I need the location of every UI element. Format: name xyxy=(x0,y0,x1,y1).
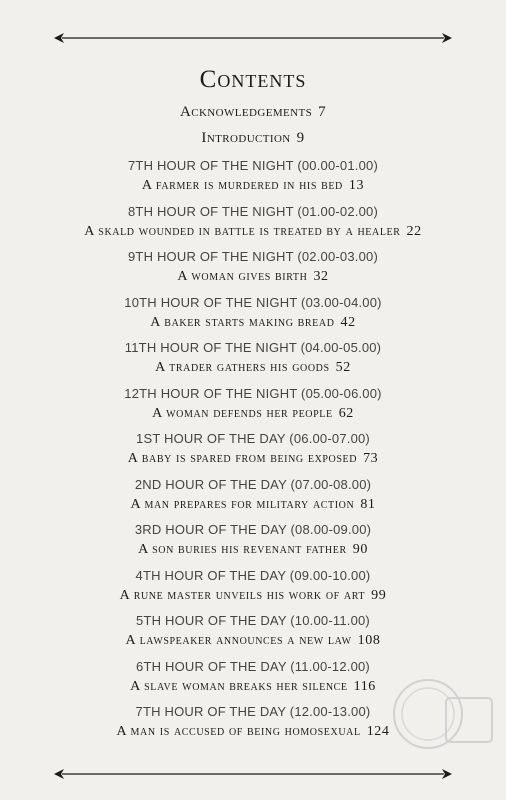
chapter-title: A baker starts making bread xyxy=(150,315,335,330)
page-number: 73 xyxy=(363,451,379,466)
page-number: 90 xyxy=(352,542,368,557)
chapter-entry xyxy=(0,269,506,285)
front-matter-introduction xyxy=(0,130,506,147)
chapter-title: A man prepares for military action xyxy=(130,497,355,512)
hour-heading: 12TH HOUR OF THE NIGHT (05.00-06.00) xyxy=(124,386,382,401)
page-number: 9 xyxy=(296,130,305,146)
page-number: 42 xyxy=(340,315,356,330)
front-matter-label: Introduction xyxy=(201,130,291,146)
hour-heading: 3RD HOUR OF THE DAY (08.00-09.00) xyxy=(134,522,372,537)
hour-heading: 11TH HOUR OF THE NIGHT (04.00-05.00) xyxy=(124,340,382,355)
chapter-title: A lawspeaker announces a new law xyxy=(125,633,352,648)
front-matter-label: Acknowledgements xyxy=(179,104,313,120)
chapter-title: A man is accused of being homosexual xyxy=(116,724,361,739)
page-number: 62 xyxy=(338,406,354,421)
chapter-title: A son buries his revenant father xyxy=(138,542,347,557)
chapter-title: A woman defends her people xyxy=(152,406,333,421)
chapter-title: A slave woman breaks her silence xyxy=(130,679,348,694)
page-title: Contents xyxy=(199,66,307,93)
page-number: 7 xyxy=(318,104,326,120)
chapter-entry xyxy=(0,360,506,376)
watermark-stamp xyxy=(388,668,496,768)
chapter-entry xyxy=(0,451,506,467)
chapter-title: A trader gathers his goods xyxy=(155,360,330,375)
page-number: 124 xyxy=(366,724,390,739)
chapter-title: A baby is spared from being exposed xyxy=(127,451,358,466)
hour-heading: 6TH HOUR OF THE DAY (11.00-12.00) xyxy=(136,659,370,674)
page-number: 116 xyxy=(353,679,376,694)
top-ornamental-rule xyxy=(54,32,452,44)
hour-heading: 7TH HOUR OF THE DAY (12.00-13.00) xyxy=(135,704,371,719)
chapter-title: A skald wounded in battle is treated by a healer xyxy=(84,224,401,239)
chapter-entry xyxy=(0,224,506,240)
page-number: 108 xyxy=(357,633,381,648)
chapter-entry xyxy=(0,633,506,649)
chapter-entry xyxy=(0,542,506,558)
hour-heading: 10TH HOUR OF THE NIGHT (03.00-04.00) xyxy=(124,295,382,310)
chapter-entry xyxy=(0,588,506,604)
chapter-entry xyxy=(0,497,506,513)
hour-heading: 9TH HOUR OF THE NIGHT (02.00-03.00) xyxy=(128,249,378,264)
hour-heading: 1ST HOUR OF THE DAY (06.00-07.00) xyxy=(136,431,370,446)
page-number: 52 xyxy=(335,360,351,375)
hour-heading: 2ND HOUR OF THE DAY (07.00-08.00) xyxy=(134,477,372,492)
front-matter-acknowledgements xyxy=(0,104,506,121)
chapter-title: A rune master unveils his work of art xyxy=(119,588,366,603)
page-number: 81 xyxy=(360,497,376,512)
hour-heading: 4TH HOUR OF THE DAY (09.00-10.00) xyxy=(135,568,371,583)
chapter-title: A farmer is murdered in his bed xyxy=(141,178,343,193)
page-number: 22 xyxy=(406,224,422,239)
chapter-entry xyxy=(0,406,506,422)
page-number: 32 xyxy=(313,269,329,284)
hour-heading: 8TH HOUR OF THE NIGHT (01.00-02.00) xyxy=(128,204,378,219)
hour-heading: 5TH HOUR OF THE DAY (10.00-11.00) xyxy=(136,613,370,628)
chapter-title: A woman gives birth xyxy=(177,269,308,284)
bottom-ornamental-rule xyxy=(54,768,452,780)
page-number: 13 xyxy=(348,178,365,193)
page-number: 99 xyxy=(371,588,387,603)
hour-heading: 7TH HOUR OF THE NIGHT (00.00-01.00) xyxy=(128,158,378,173)
chapter-entry xyxy=(0,315,506,331)
chapter-entry xyxy=(0,178,506,194)
